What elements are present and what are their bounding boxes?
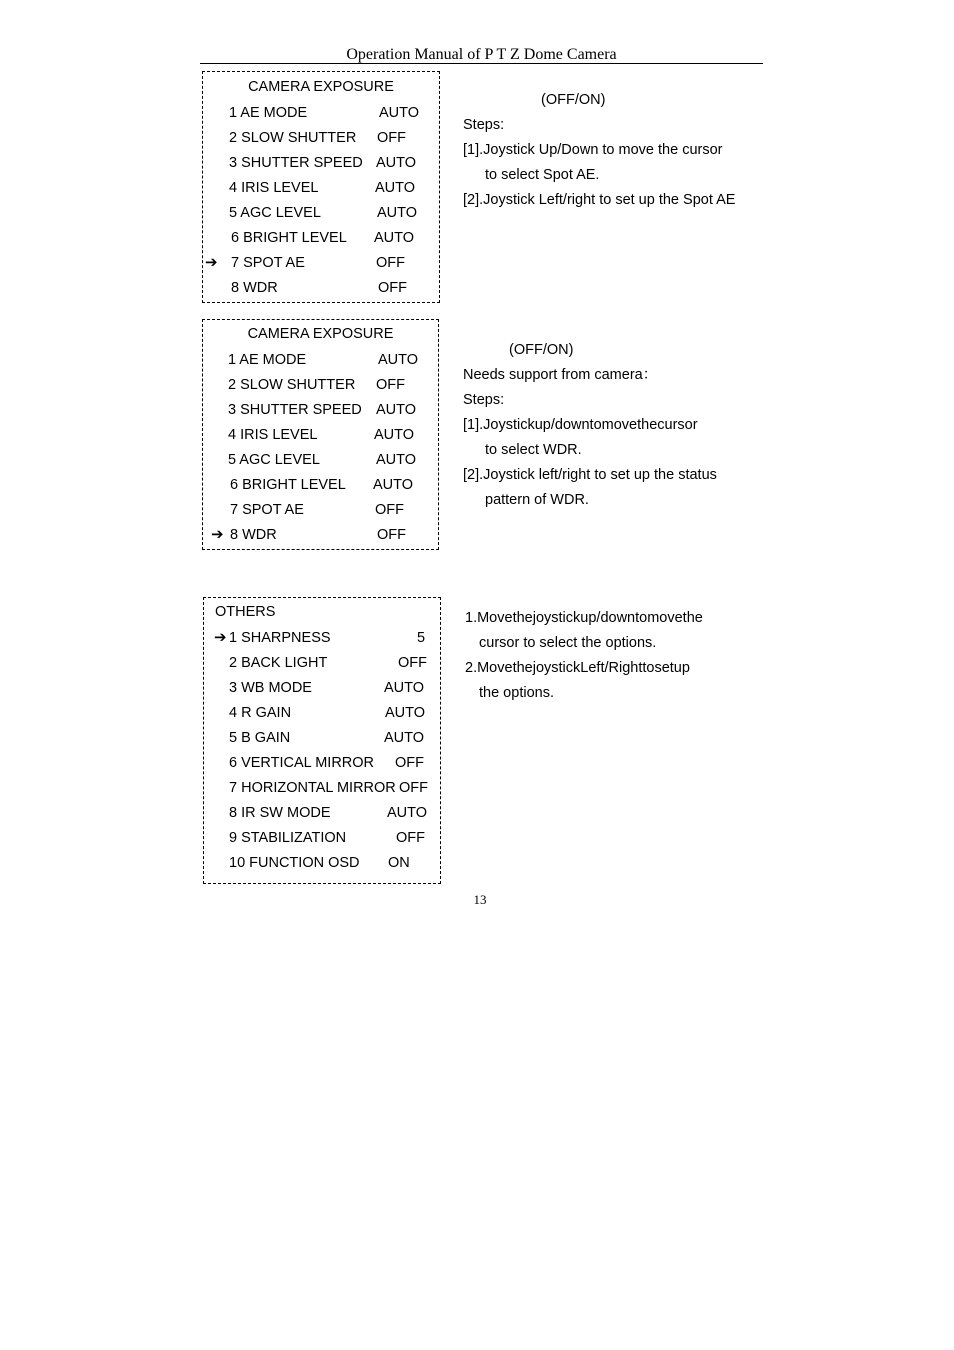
menu-item-value: OFF [396, 830, 425, 846]
menu-item-value: ON [388, 855, 410, 871]
instruction-1-continued: cursor to select the options. [479, 635, 657, 651]
menu-row [203, 279, 439, 304]
word: to [642, 660, 655, 676]
menu-row [203, 376, 438, 401]
word: joystick [532, 660, 581, 676]
menu-row [204, 629, 440, 654]
instruction-1 [465, 606, 731, 631]
menu-row [204, 704, 440, 729]
menu-item-label: 3 SHUTTER SPEED [229, 155, 363, 171]
menu-item-value: OFF [395, 755, 424, 771]
menu-row [203, 204, 439, 229]
menu-item-value: AUTO [373, 477, 414, 493]
menu-item-label: 8 IR SW MODE [229, 805, 331, 821]
menu-item-label: 2 SLOW SHUTTER [229, 130, 357, 146]
instruction-2 [465, 656, 731, 681]
menu-item-value: AUTO [387, 805, 428, 821]
word: set [654, 660, 674, 676]
word: 2. [465, 660, 478, 676]
word: Move [477, 610, 513, 626]
menu-item-value: OFF [377, 130, 406, 146]
menu-row [204, 829, 440, 854]
menu-item-label: 4 R GAIN [229, 705, 292, 721]
step-2-part-a: [2].Joystick left/right to set up [463, 467, 650, 483]
step-2: [2].Joystick Left/right to set up the Spot AE [463, 192, 736, 208]
word: move [647, 610, 683, 626]
cursor-arrow-icon: ➔ [211, 526, 224, 543]
word: Move [477, 660, 513, 676]
menu-item-label: 8 WDR [230, 527, 277, 543]
others-menu [203, 597, 441, 884]
menu-item-value: 5 [417, 630, 426, 646]
menu-item-value: AUTO [374, 427, 415, 443]
option-range: (OFF/ON) [541, 92, 606, 108]
header-rule [200, 63, 763, 64]
cursor-arrow-icon: ➔ [214, 629, 227, 646]
menu-item-value: AUTO [385, 705, 426, 721]
menu-item-label: 5 AGC LEVEL [229, 205, 321, 221]
menu-row [204, 779, 440, 804]
spot-ae-description [463, 88, 753, 213]
menu-item-value: OFF [376, 255, 405, 271]
menu-row [203, 401, 438, 426]
menu-item-label: 5 AGC LEVEL [228, 452, 320, 468]
menu-row [203, 501, 438, 526]
camera-exposure-menu-wdr [202, 319, 439, 550]
menu-row [203, 526, 438, 551]
menu-item-label: 4 IRIS LEVEL [228, 427, 318, 443]
word: cursor [657, 417, 698, 433]
wdr-description [463, 338, 725, 513]
menu-row [203, 476, 438, 501]
menu-row [204, 729, 440, 754]
menu-item-value: OFF [376, 377, 405, 393]
word: the [512, 660, 533, 676]
instruction-2-continued: the options. [479, 685, 554, 701]
menu-row [203, 351, 438, 376]
menu-item-label: 5 B GAIN [229, 730, 291, 746]
word: the [682, 610, 703, 626]
word: Left/Right [580, 660, 643, 676]
word: to [589, 417, 602, 433]
menu-row [203, 229, 439, 254]
menu-item-value: AUTO [375, 180, 416, 196]
step-1 [463, 413, 725, 438]
support-note: Needs support from camera： [463, 367, 658, 383]
menu-item-label: 1 SHARPNESS [229, 630, 331, 646]
word: up/down [534, 417, 590, 433]
step-2 [463, 463, 725, 488]
menu-item-value: OFF [398, 655, 427, 671]
menu-item-label: 1 AE MODE [229, 105, 308, 121]
step-1-continued: to select Spot AE. [485, 167, 600, 183]
menu-item-value: AUTO [384, 730, 425, 746]
word: the [512, 610, 533, 626]
cursor-arrow-icon: ➔ [205, 254, 218, 271]
menu-item-label: 7 SPOT AE [230, 502, 304, 518]
menu-item-value: OFF [378, 280, 407, 296]
step-2-part-b: the status [654, 467, 717, 483]
menu-row [203, 129, 439, 154]
menu-row [204, 754, 440, 779]
menu-item-value: AUTO [376, 402, 417, 418]
others-description [465, 606, 731, 706]
steps-label: Steps: [463, 117, 505, 133]
menu-item-label: 10 FUNCTION OSD [229, 855, 360, 871]
menu-item-value: OFF [377, 527, 406, 543]
word: 1. [465, 610, 478, 626]
step-2-continued: pattern of WDR. [485, 492, 589, 508]
word: joystick [532, 610, 581, 626]
menu-item-label: 7 SPOT AE [231, 255, 305, 271]
menu-item-value: AUTO [374, 230, 415, 246]
menu-row [203, 426, 438, 451]
menu-item-label: 6 BRIGHT LEVEL [230, 477, 346, 493]
page-number: 13 [473, 892, 487, 907]
menu-item-label: 8 WDR [231, 280, 278, 296]
menu-title: CAMERA EXPOSURE [248, 79, 394, 95]
word: [1].Joystick [463, 417, 535, 433]
menu-row [204, 854, 440, 879]
menu-item-value: AUTO [379, 105, 420, 121]
menu-item-value: AUTO [384, 680, 425, 696]
menu-item-label: 9 STABILIZATION [229, 830, 347, 846]
step-1-continued: to select WDR. [485, 442, 582, 458]
menu-item-label: 3 WB MODE [229, 680, 312, 696]
menu-item-label: 1 AE MODE [228, 352, 307, 368]
menu-row [204, 804, 440, 829]
menu-row [204, 679, 440, 704]
word: the [637, 417, 658, 433]
camera-exposure-menu-spot-ae [202, 71, 440, 303]
menu-item-value: AUTO [378, 352, 419, 368]
word: move [601, 417, 638, 433]
menu-row [204, 654, 440, 679]
page-header-title: Operation Manual of P T Z Dome Camera [346, 46, 617, 63]
menu-item-label: 2 BACK LIGHT [229, 655, 328, 671]
menu-row [203, 179, 439, 204]
menu-title: OTHERS [215, 604, 276, 620]
menu-item-value: OFF [375, 502, 404, 518]
word: to [635, 610, 648, 626]
word: up [673, 660, 690, 676]
word: up/down [580, 610, 636, 626]
menu-item-label: 4 IRIS LEVEL [229, 180, 319, 196]
menu-row [203, 451, 438, 476]
steps-label: Steps: [463, 392, 505, 408]
menu-row [203, 154, 439, 179]
menu-title: CAMERA EXPOSURE [247, 326, 394, 342]
menu-item-label: 6 BRIGHT LEVEL [231, 230, 347, 246]
step-1: [1].Joystick Up/Down to move the cursor [463, 142, 723, 158]
menu-item-value: OFF [399, 780, 428, 796]
menu-item-label: 3 SHUTTER SPEED [228, 402, 362, 418]
menu-item-value: AUTO [377, 205, 418, 221]
menu-item-label: 6 VERTICAL MIRROR [229, 755, 375, 771]
menu-item-value: AUTO [376, 155, 417, 171]
option-range: (OFF/ON) [509, 342, 574, 358]
menu-item-label: 2 SLOW SHUTTER [228, 377, 356, 393]
menu-item-value: AUTO [376, 452, 417, 468]
menu-item-label: 7 HORIZONTAL MIRROR [229, 780, 396, 796]
menu-row [203, 104, 439, 129]
menu-row [203, 254, 439, 279]
